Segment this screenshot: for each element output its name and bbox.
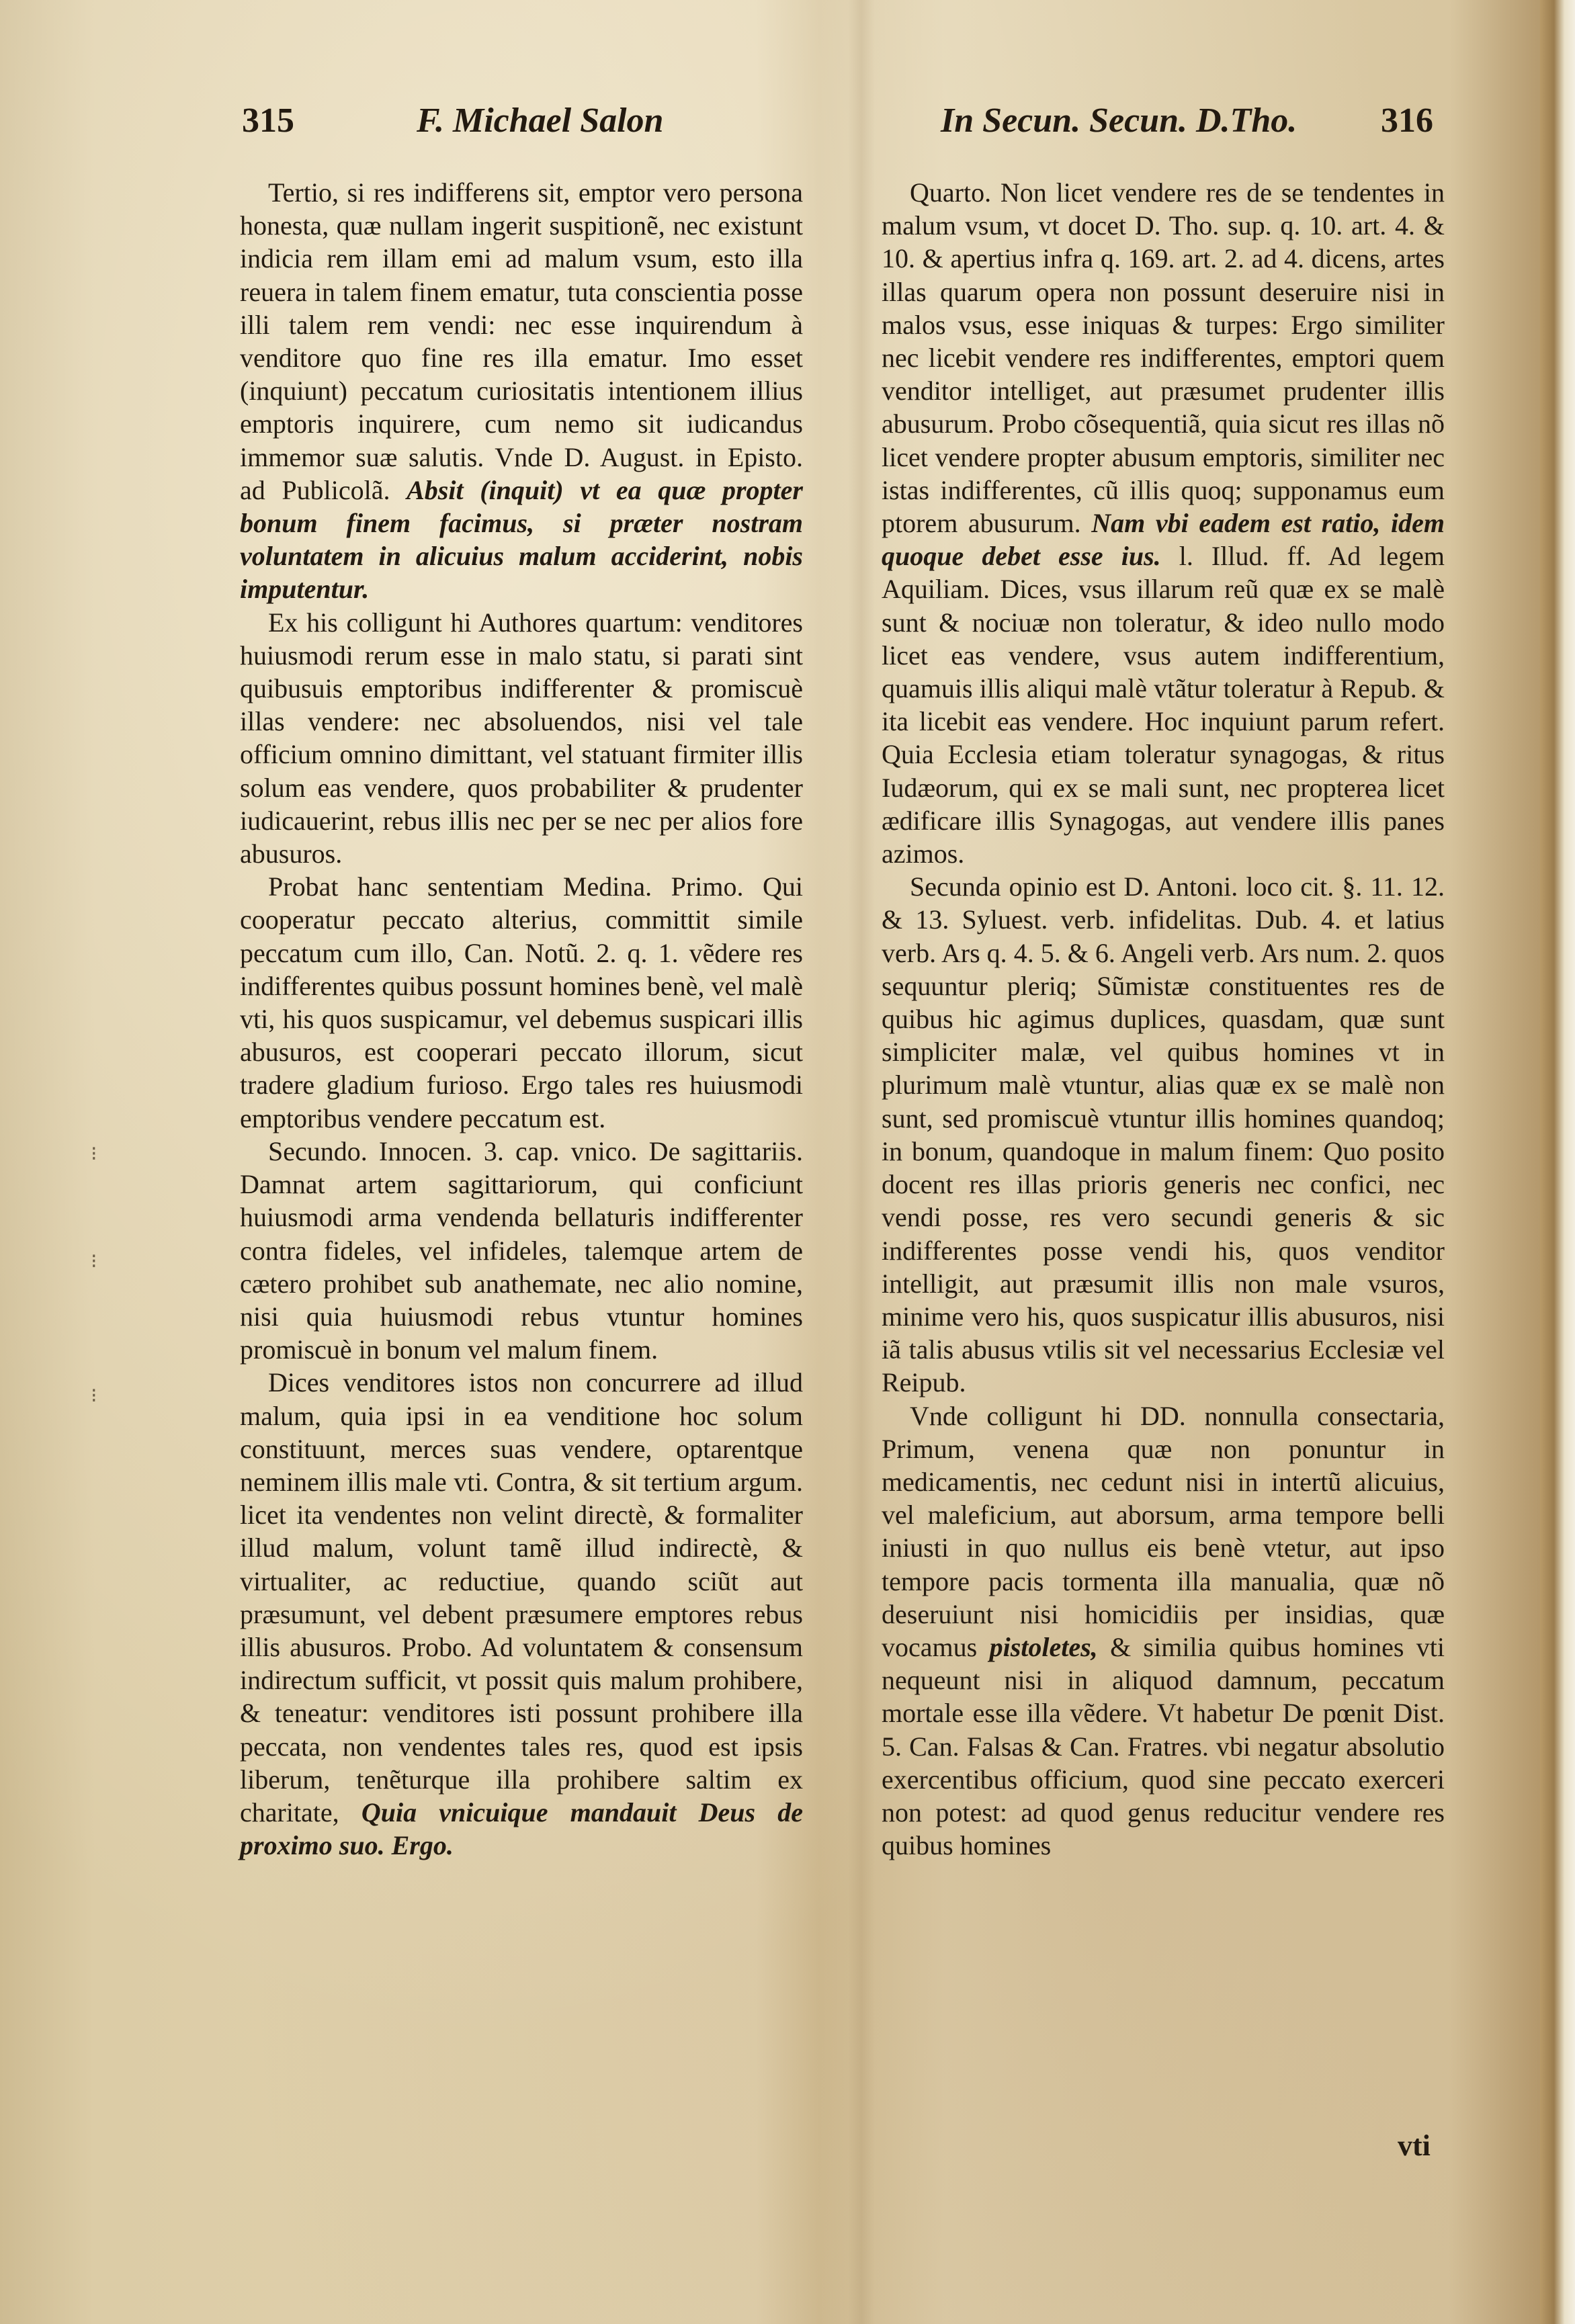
paragraph-text: Probat hanc sententiam Medina. Primo. Qui cooperatur peccato alterius, committit simile peccatum cum illo, Can. Notũ. 2. q. 1. vẽdere res indifferentes quibus possunt homines benè, vel malè vti, his quos suspicamur, vel debemus suspicari illis abusuros, est cooperari peccato illorum, sicut tradere gladium furioso. Ergo tales res huiusmodi emptoribus vendere peccatum est. (240, 871, 803, 1133)
catchword: vti (1398, 2129, 1431, 2162)
paragraph (240, 606, 803, 871)
paragraph-italic-quote: Nam vbi eadem est ratio, idem quoque debet esse ius. (882, 508, 1445, 572)
right-running-title (941, 101, 1297, 140)
margin-mark: ⁝ (91, 1143, 97, 1165)
margin-mark: ⁝ (91, 1385, 97, 1407)
adjacent-page-edge (1540, 0, 1575, 2324)
gutter-shadow (848, 0, 875, 2324)
paragraph-italic-quote: Quia vnicuique mandauit Deus de proximo suo. Ergo. (240, 1797, 804, 1861)
paragraph (240, 1366, 803, 1862)
margin-mark: ⁝ (91, 1250, 97, 1273)
paragraph (882, 1400, 1445, 1862)
paragraph-text: Dices venditores istos non concurrere ad illud malum, quia ipsi in ea venditione hoc solum constituunt, merces suas vendere, optarentque neminem illis male vti. Contra, & sit tertium argum. licet ita vendentes non velint directè, & formaliter illud malum, volunt tamẽ illud indirectè, & virtualiter, ac reductiue, quando sciũt aut præsumunt, vel debent præsumere emptores rebus illis abusuros. Probo. Ad voluntatem & consensum indirectum sufficit, vt possit quis malum prohibere, & teneatur: venditores isti possunt prohibere illa peccata, non vendentes tales res, quod est ipsis liberum, tenẽturque illa prohibere saltim ex charitate, (240, 1367, 803, 1827)
paragraph (882, 176, 1445, 870)
paragraph-text: Secunda opinio est D. Antoni. loco cit. §. 11. 12. & 13. Syluest. verb. infidelitas. Dub. 4. et latius verb. Ars q. 4. 5. & 6. Angeli verb. Ars num. 2. quos sequuntur pleriq; Sũmistæ constituentes res de quibus hic agimus duplices, quasdam, quæ sunt simpliciter malæ, vel quibus homines vt in plurimum malè vtuntur, alias quæ ex se malè non sunt, sed promiscuè vtuntur illis homines quandoq; in bonum, quandoque in malum finem: Quo posito docent res illas prioris generis nec confici, nec vendi posse, res vero secundi generis & sic indifferentes posse vendi his, quos venditor intelligit, aut præsumit illis non male vsuros, minime vero his, quos suspicatur illis abusuros, nisi iã talis abusus vtilis sit vel necessarius Ecclesiæ vel Reipub. (882, 871, 1445, 1398)
paragraph-text: Ex his colligunt hi Authores quartum: venditores huiusmodi rerum esse in malo statu, si parati sint quibusuis emptoribus indifferenter & promiscuè illas vendere: nec absoluendos, nisi vel tale officium omnino dimittant, vel statuant firmiter illis solum eas vendere, quos probabiliter & prudenter iudicauerint, rebus illis nec per se nec per alios fore abusuros. (240, 607, 803, 869)
paragraph-text: Vnde colligunt hi DD. nonnulla consectaria, Primum, venena quæ non ponuntur in medicamentis, nec cedunt nisi in intertũ alicuius, vel maleficium, aut aborsum, arma tempore belli iniusti in quo nullus eis benè vtetur, aut ipso tempore pacis tormenta illa manualia, quæ nõ deseruiunt nisi homicidiis per insidias, quæ vocamus (882, 1400, 1445, 1662)
paragraph-text: Tertio, si res indifferens sit, emptor vero persona honesta, quæ nullam ingerit suspitionẽ, nec existunt indicia rem illam emi ad malum vsum, esto illa reuera in talem finem ematur, tuta conscientia posse illi talem rem vendi: nec esse inquirendum à venditore quo fine res illa ematur. Imo esset (inquiunt) peccatum curiositatis intentionem illius emptoris inquirere, cum nemo sit iudicandus immemor suæ salutis. Vnde D. August. in Episto. ad Publicolã. (240, 177, 803, 505)
paragraph-italic-quote: Absit (inquit) vt ea quæ propter bonum finem facimus, si præter nostram voluntatem in alicuius malum acciderint, nobis imputentur. (240, 474, 803, 605)
paragraph-text-continued: & similia quibus homines vti nequeunt nisi in aliquod damnum, peccatum mortale esse illa vẽdere. Vt habetur De pœnit Dist. 5. Can. Falsas & Can. Fratres. vbi negatur absolutio exercentibus officium, quod sine peccato exerceri non potest: ad quod genus reducitur vendere res quibus homines (882, 1631, 1445, 1861)
paragraph-text-continued: l. Illud. ff. Ad legem Aquiliam. Dices, vsus illarum reũ quæ ex se malè sunt & nociuæ non toleratur, & ideo nullo modo licet eas vendere, vsus autem indifferentium, quamuis illis aliqui malè vtãtur toleratur à Repub. & ita licebit eas vendere. Hoc inquiunt parum refert. Quia Ecclesia etiam toleratur synagogas, & ritus Iudæorum, qui ex se mali sunt, nec propterea licet ædificare illis Synagogas, aut vendere illis panes azimos. (882, 541, 1445, 869)
right-text-column (882, 176, 1445, 1862)
paragraph (882, 870, 1445, 1399)
paragraph-text: Quarto. Non licet vendere res de se tendentes in malum vsum, vt docet D. Tho. sup. q. 10. art. 4. & 10. & apertius infra q. 169. art. 2. ad 4. dicens, artes illas quarum opera non possunt deseruire nisi in malos vsus, esse iniquas & turpes: Ergo similiter nec licebit vendere res indifferentes, emptori quem venditor intelliget, aut præsumet prudenter illis abusurum. Probo cõsequentiã, quia sicut res illas nõ licet vendere propter abusum emptoris, similiter nec istas indifferentes, cũ illis quoq; supponamus eum ptorem abusurum. (882, 177, 1445, 539)
paragraph (240, 176, 803, 606)
right-running-title-text: In Secun. Secun. D.Tho. (941, 101, 1297, 140)
paragraph (240, 870, 803, 1135)
left-running-title-text: F. Michael Salon (417, 101, 664, 140)
paragraph (240, 1135, 803, 1366)
left-text-column (240, 176, 803, 1862)
paragraph-italic-term: pistoletes, (989, 1631, 1098, 1662)
left-running-title (417, 101, 663, 140)
left-page-number: 315 (242, 101, 294, 140)
right-page-number: 316 (1381, 101, 1433, 140)
paragraph-text: Secundo. Innocen. 3. cap. vnico. De sagittariis. Damnat artem sagittariorum, qui conficiunt huiusmodi arma vendenda bellaturis indifferenter contra fideles, vel infideles, talemque artem de cætero prohibet sub anathemate, nec alio nomine, nisi quia huiusmodi rebus vtuntur homines promiscuè in bonum vel malum finem. (240, 1135, 803, 1365)
